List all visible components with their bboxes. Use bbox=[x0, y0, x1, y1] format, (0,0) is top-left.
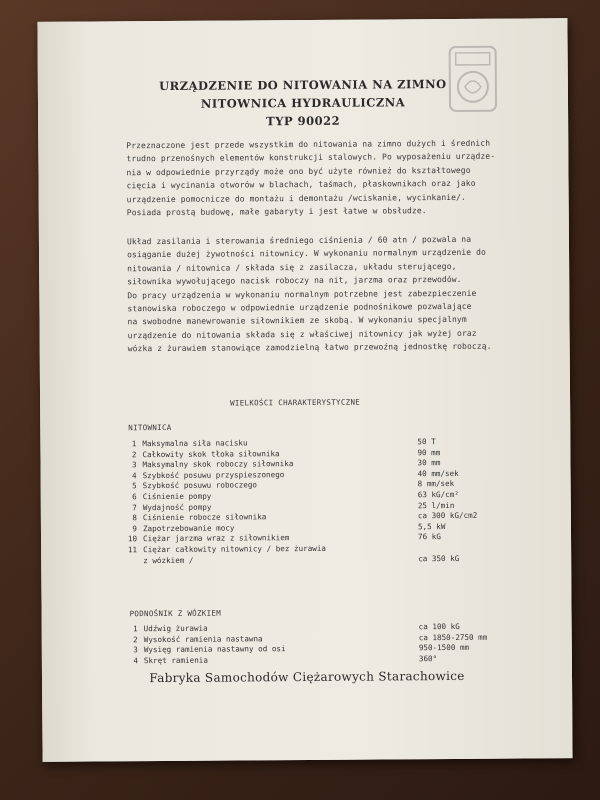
spec-label: Wydajność pompy bbox=[142, 502, 212, 512]
paragraph-line: Układ zasilania i sterowania średniego ciśnienia / 60 atn / pozwala na bbox=[126, 234, 472, 247]
spec-number: 9 bbox=[132, 523, 137, 533]
spec-number: 8 bbox=[132, 513, 137, 523]
paragraph-line: na swobodne manewrowanie siłownikiem ze skobą. W wykonaniu specjalnym bbox=[127, 315, 467, 327]
spec-label: z wózkiem / bbox=[143, 555, 194, 565]
spec-number: 5 bbox=[132, 481, 137, 491]
spec-value: 76 kG bbox=[417, 532, 441, 542]
spec-label: Zapotrzebowanie mocy bbox=[142, 523, 235, 533]
paragraph-line: urządzenie pomocnicze do montażu i demontażu /wciskanie, wycinkanie/. bbox=[126, 192, 466, 204]
spec-number: 3 bbox=[133, 645, 138, 655]
spec-label: Maksymalna siła nacisku bbox=[142, 438, 248, 449]
spec-value: 40 mm/sek bbox=[417, 468, 459, 478]
title-line-2: NITOWNICA HYDRAULICZNA bbox=[200, 95, 406, 111]
group-heading-nitownica: NITOWNICA bbox=[128, 422, 172, 433]
spec-number: 11 bbox=[127, 545, 138, 555]
spec-number: 4 bbox=[133, 655, 138, 665]
spec-value: 950-1500 mm bbox=[418, 643, 470, 653]
paragraph-line: urządzenie do nitowania składa się z właściwej nitownicy jak wyżej oraz bbox=[127, 328, 477, 341]
paragraph-line: wózka z żurawiem stanowiące zamodzielną łatwo przewoźną jednostkę roboczą. bbox=[127, 341, 492, 354]
description-paragraph-2 bbox=[127, 232, 528, 355]
spec-label: Udźwig żurawia bbox=[143, 623, 208, 634]
spec-value: 50 T bbox=[417, 437, 436, 447]
paragraph-line: siłownika wywołującego nacisk roboczy na nit, jarzma oraz przewodów. bbox=[127, 275, 462, 287]
spec-row bbox=[124, 653, 524, 666]
spec-heading: WIELKOŚCI CHARAKTERYSTYCZNE bbox=[230, 397, 361, 408]
spec-label: Szybkość posuwu przyspieszonego bbox=[142, 469, 285, 480]
spec-number: 10 bbox=[127, 534, 138, 544]
manufacturer-footer: Fabryka Samochodów Ciężarowych Starachowice bbox=[149, 668, 465, 686]
spec-value: 360° bbox=[418, 653, 438, 663]
spec-row bbox=[123, 553, 523, 566]
spec-number: 1 bbox=[131, 439, 137, 449]
spec-number: 7 bbox=[132, 502, 137, 512]
paragraph-line: Posiada prostą budowę, małe gabaryty i jest łatwe w obsłudze. bbox=[126, 206, 427, 218]
spec-label: Skręt ramienia bbox=[143, 655, 208, 665]
description-paragraph-1 bbox=[126, 136, 527, 219]
spec-number: 1 bbox=[133, 624, 138, 634]
spec-value: 5,5 kW bbox=[417, 521, 446, 531]
paragraph-line: osiąganie dużej żywotności nitownicy. W wykonaniu normalnym urządzenie do bbox=[127, 248, 486, 260]
spec-label: Wysięg ramienia nastawny od osi bbox=[143, 644, 286, 655]
spec-value: ca 1850-2750 mm bbox=[418, 632, 488, 642]
spec-value: 25 l/min bbox=[417, 500, 455, 510]
spec-value: ca 350 kG bbox=[418, 553, 460, 563]
spec-label: Ciśnienie pompy bbox=[142, 491, 212, 502]
paragraph-line: cięcia i wycinania otworów w blachach, taśmach, płaskownikach oraz jako bbox=[126, 179, 476, 191]
title-line-1: URZĄDZENIE DO NITOWANIA NA ZIMNO bbox=[159, 77, 447, 94]
spec-list-podnosnik bbox=[124, 621, 524, 666]
paragraph-line: Przeznaczone jest przede wszystkim do nitowania na zimno dużych i średnich bbox=[126, 138, 491, 151]
spec-label: Ciśnienie robocze siłownika bbox=[142, 512, 267, 523]
spec-value: 8 mm/sek bbox=[417, 479, 455, 489]
spec-label: Całkowity skok tłoka siłownika bbox=[142, 448, 280, 459]
paragraph-line: Do pracy urządzenia w wykonaniu normalnym potrzebne jest zabezpieczenie bbox=[127, 288, 477, 300]
spec-number: 2 bbox=[133, 634, 138, 644]
paragraph-line: nia w odpowiednie przyrządy może ono być użyte również do kształtowego bbox=[126, 165, 471, 178]
group-heading-podnosnik: PODNOŚNIK Z WÓZKIEM bbox=[129, 608, 222, 619]
document-title bbox=[38, 74, 568, 132]
spec-number: 4 bbox=[131, 470, 137, 480]
title-line-3: TYP 90022 bbox=[266, 113, 341, 129]
spec-value: 30 mm bbox=[417, 458, 441, 468]
spec-value: 63 kG/cm² bbox=[417, 489, 459, 500]
spec-label: Ciężar jarzma wraz z siłownikiem bbox=[143, 533, 290, 544]
spec-number: 6 bbox=[132, 492, 137, 502]
spec-label: Wysokość ramienia nastawna bbox=[143, 633, 263, 644]
paragraph-line: nitowania / nitownica / składa się z zasilacza, układu sterującego, bbox=[127, 261, 457, 274]
paragraph-line: stanowiska roboczego w odpowiednie urządzenie podnośnikowe pozwalające bbox=[127, 301, 472, 314]
spec-label: Maksymalny skok roboczy siłownika bbox=[142, 459, 294, 470]
spec-value: 90 mm bbox=[417, 447, 441, 457]
spec-number: 2 bbox=[131, 449, 137, 459]
spec-list-nitownica bbox=[122, 436, 523, 566]
document-sheet bbox=[37, 18, 572, 762]
spec-value: ca 300 kG/cm2 bbox=[417, 510, 478, 521]
spec-value: ca 100 kG bbox=[418, 621, 460, 632]
spec-label: Szybkość posuwu roboczego bbox=[142, 480, 257, 491]
paragraph-line: trudno przenośnych elementów konstrukcji stalowych. Po wyposażeniu urządze- bbox=[126, 152, 496, 164]
spec-number: 3 bbox=[131, 460, 137, 470]
spec-label: Ciężar całkowity nitownicy / bez żurawia bbox=[143, 543, 327, 555]
